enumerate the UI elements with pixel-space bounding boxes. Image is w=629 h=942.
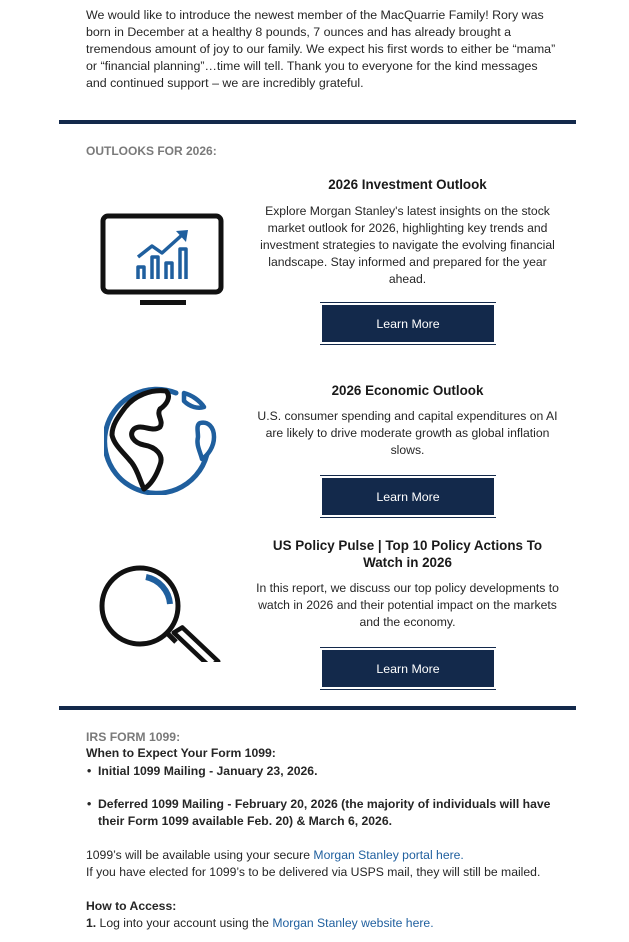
step-text: Log into your account using the xyxy=(96,916,273,930)
learn-more-button[interactable]: Learn More xyxy=(322,478,494,515)
card-description: Explore Morgan Stanley's latest insights on the stock market outlook for 2026, highlighting key trends and investment strategies to navigate the evolving financial landscape. Stay informed and prepared for the year ahead. xyxy=(260,204,555,286)
step-number: 1. xyxy=(86,916,97,930)
website-link[interactable]: Morgan Stanley website here. xyxy=(272,916,434,930)
list-item: • Deferred 1099 Mailing - February 20, 2026 (the majority of individuals will have their Form 1099 available Feb. 20) & March 6, 2026. xyxy=(98,796,566,830)
intro-paragraph: We would like to introduce the newest member of the MacQuarrie Family! Rory was born in December at a healthy 8 pounds, 7 ounces and has already brought a tremendous amount of joy to our family. We expect his first words to either be “mama” or “financial planning”…time will tell. Thank you to everyone for the kind messages and continued support – we are incredibly grateful. xyxy=(86,8,556,91)
portal-link[interactable]: Morgan Stanley portal here. xyxy=(313,848,464,862)
magnifier-icon xyxy=(98,564,228,662)
learn-more-button-frame xyxy=(320,475,496,518)
monitor-chart-icon xyxy=(100,213,226,308)
card-description: U.S. consumer spending and capital expenditures on AI are likely to drive moderate growth as global inflation slows. xyxy=(257,409,558,457)
access-step xyxy=(86,915,566,932)
access-heading: How to Access: xyxy=(86,899,177,913)
button-rule xyxy=(320,647,496,648)
mailing-list xyxy=(86,763,566,830)
card-description: In this report, we discuss our top policy developments to watch in 2026 and their potential impact on the markets and the economy. xyxy=(256,581,559,629)
button-rule xyxy=(320,302,496,303)
portal-line xyxy=(86,847,566,864)
portal-text: 1099’s will be available using your secure xyxy=(86,848,314,862)
usps-line: If you have elected for 1099’s to be delivered via USPS mail, they will still be mailed. xyxy=(86,865,541,879)
outlooks-label: OUTLOOKS FOR 2026: xyxy=(86,144,217,158)
button-rule xyxy=(320,344,496,345)
button-rule xyxy=(320,475,496,476)
learn-more-button[interactable]: Learn More xyxy=(322,305,494,342)
section-divider xyxy=(59,706,576,710)
card-title: 2026 Economic Outlook xyxy=(331,383,484,398)
card-title: 2026 Investment Outlook xyxy=(328,177,487,192)
globe-icon xyxy=(104,385,222,495)
button-rule xyxy=(320,689,496,690)
learn-more-button-frame xyxy=(320,302,496,345)
list-item: • Initial 1099 Mailing - January 23, 2026. xyxy=(98,763,566,780)
irs-section xyxy=(86,729,566,932)
section-divider xyxy=(59,120,576,124)
irs-subhead: When to Expect Your Form 1099: xyxy=(86,746,276,760)
learn-more-button-frame xyxy=(320,647,496,690)
button-rule xyxy=(320,517,496,518)
learn-more-button[interactable]: Learn More xyxy=(322,650,494,687)
card-title: US Policy Pulse | Top 10 Policy Actions To Watch in 2026 xyxy=(272,538,543,570)
irs-label: IRS FORM 1099: xyxy=(86,730,181,744)
